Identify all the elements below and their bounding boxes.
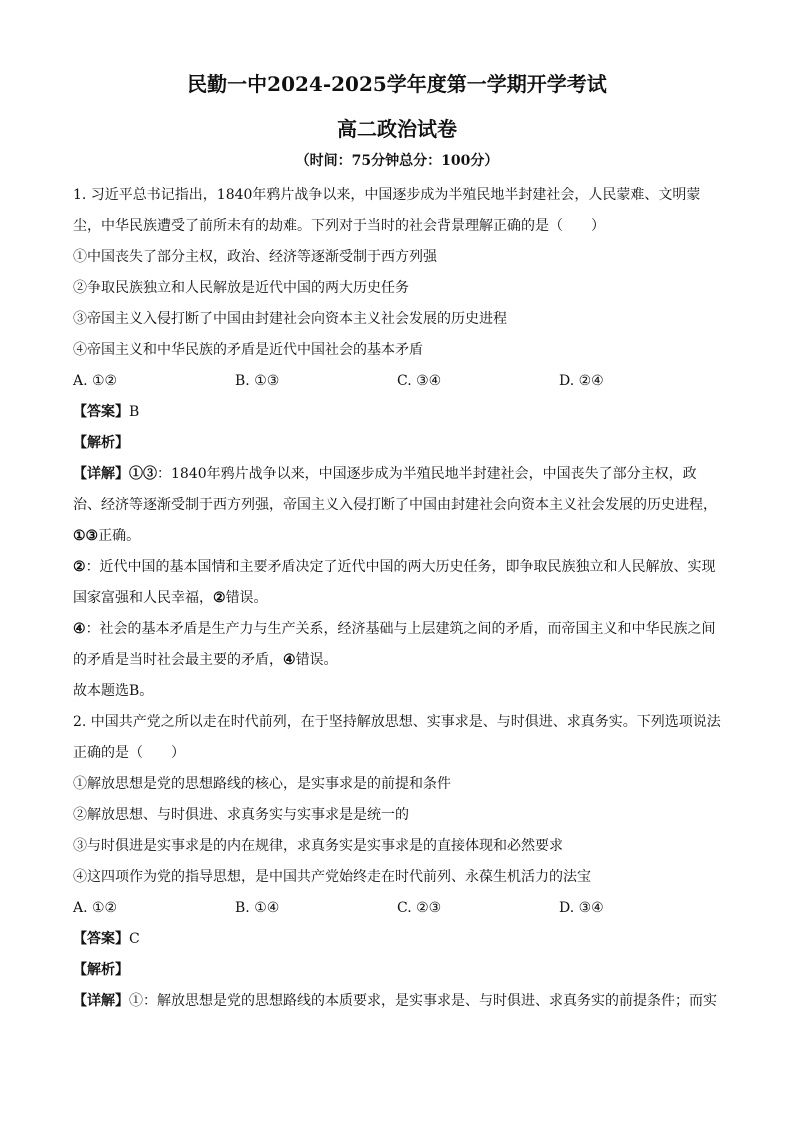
exam-title: 民勤一中2024-2025学年度第一学期开学考试 <box>187 72 607 96</box>
q1-stem-line1: 1. 习近平总书记指出，1840年鸦片战争以来，中国逐步成为半殖民地半封建社会，人民蒙难、文明蒙 <box>73 187 701 203</box>
q1-analysis-label: 【解析】 <box>73 435 129 451</box>
q1-answer-label: 【答案】 <box>73 404 129 420</box>
q1-option-a: A. ①② <box>73 373 118 389</box>
q2-item-4: ④这四项作为党的指导思想，是中国共产党始终走在时代前列、永葆生机活力的法宝 <box>73 869 591 885</box>
q1-item-3: ③帝国主义入侵打断了中国由封建社会向资本主义社会发展的历史进程 <box>73 311 507 327</box>
q2-option-b: B. ①④ <box>235 900 280 916</box>
q1-item-2: ②争取民族独立和人民解放是近代中国的两大历史任务 <box>73 280 409 296</box>
exam-meta: （时间：75分钟总分：100分） <box>295 153 499 169</box>
q1-detail-line1 <box>73 459 723 490</box>
q2-option-a: A. ①② <box>73 900 118 916</box>
q1-d2-text2a: 国家富强和人民幸福， <box>73 590 213 606</box>
q2-answer-label: 【答案】 <box>73 931 129 947</box>
q1-d3-text2b: 错误。 <box>295 652 338 668</box>
q1-d3-text1: ：社会的基本矛盾是生产力与生产关系，经济基础与上层建筑之间的矛盾，而帝国主义和中华民族之间 <box>85 621 716 637</box>
q1-option-d: D. ②④ <box>559 373 604 389</box>
q2-answer <box>73 924 723 955</box>
q2-item-2: ②解放思想、与时俱进、求真务实与实事求是是统一的 <box>73 807 409 823</box>
q1-detail-line4 <box>73 552 723 583</box>
q1-answer-value: B <box>129 404 140 420</box>
exam-content <box>73 180 723 1017</box>
q1-d1-text3: 正确。 <box>98 528 141 544</box>
q1-d3-l2-key: ④ <box>283 652 296 668</box>
q1-d1-text1: ：1840年鸦片战争以来，中国逐步成为半殖民地半封建社会，中国丧失了部分主权，政 <box>157 466 697 482</box>
q2-detail-line1 <box>73 986 723 1017</box>
q1-d2-text1: ：近代中国的基本国情和主要矛盾决定了近代中国的两大历史任务，即争取民族独立和人民解放、实现 <box>85 559 716 575</box>
q1-detail-line6 <box>73 614 723 645</box>
q1-detail-line7 <box>73 645 723 676</box>
q1-answer <box>73 397 723 428</box>
q2-stem-line1: 2. 中国共产党之所以走在时代前列，在于坚持解放思想、实事求是、与时俱进、求真务实。下列选项说法 <box>73 714 721 730</box>
q1-d1-text2: 治、经济等逐渐受制于西方列强，帝国主义入侵打断了中国由封建社会向资本主义社会发展的历史进程， <box>73 497 717 513</box>
q1-conclusion: 故本题选B。 <box>73 683 154 699</box>
q1-option-b: B. ①③ <box>235 373 280 389</box>
q1-d3-key: ④ <box>73 621 86 637</box>
q1-detail-line3 <box>73 521 723 552</box>
q1-detail-line5 <box>73 583 723 614</box>
q2-item-3: ③与时俱进是实事求是的内在规律，求真务实是实事求是的直接体现和必然要求 <box>73 838 563 854</box>
q1-item-1: ①中国丧失了部分主权，政治、经济等逐渐受制于西方列强 <box>73 249 437 265</box>
q1-d3-text2a: 的矛盾是当时社会最主要的矛盾， <box>73 652 283 668</box>
q2-answer-value: C <box>129 931 140 947</box>
q1-detail-label: 【详解】 <box>73 466 129 482</box>
q1-d1-l3-key: ①③ <box>73 528 99 544</box>
q2-stem-line2: 正确的是（ ） <box>73 745 185 761</box>
q2-option-c: C. ②③ <box>397 900 442 916</box>
q2-option-d: D. ③④ <box>559 900 604 916</box>
q2-detail-label: 【详解】 <box>73 993 129 1009</box>
q2-options <box>73 893 723 924</box>
q1-item-4: ④帝国主义和中华民族的矛盾是近代中国社会的基本矛盾 <box>73 342 423 358</box>
q1-d2-text2b: 错误。 <box>225 590 268 606</box>
q1-d1-key: ①③ <box>129 466 157 482</box>
q2-d1-text: ①：解放思想是党的思想路线的本质要求，是实事求是、与时俱进、求真务实的前提条件；而实 <box>129 993 717 1009</box>
q2-item-1: ①解放思想是党的思想路线的核心，是实事求是的前提和条件 <box>73 776 451 792</box>
q2-analysis-label: 【解析】 <box>73 962 129 978</box>
q1-options <box>73 366 723 397</box>
exam-subtitle: 高二政治试卷 <box>337 117 457 141</box>
q1-stem-line2: 尘，中华民族遭受了前所未有的劫难。下列对于当时的社会背景理解正确的是（ ） <box>73 218 605 234</box>
q1-option-c: C. ③④ <box>397 373 442 389</box>
q1-d2-key: ② <box>73 559 86 575</box>
q1-d2-l2-key: ② <box>213 590 226 606</box>
